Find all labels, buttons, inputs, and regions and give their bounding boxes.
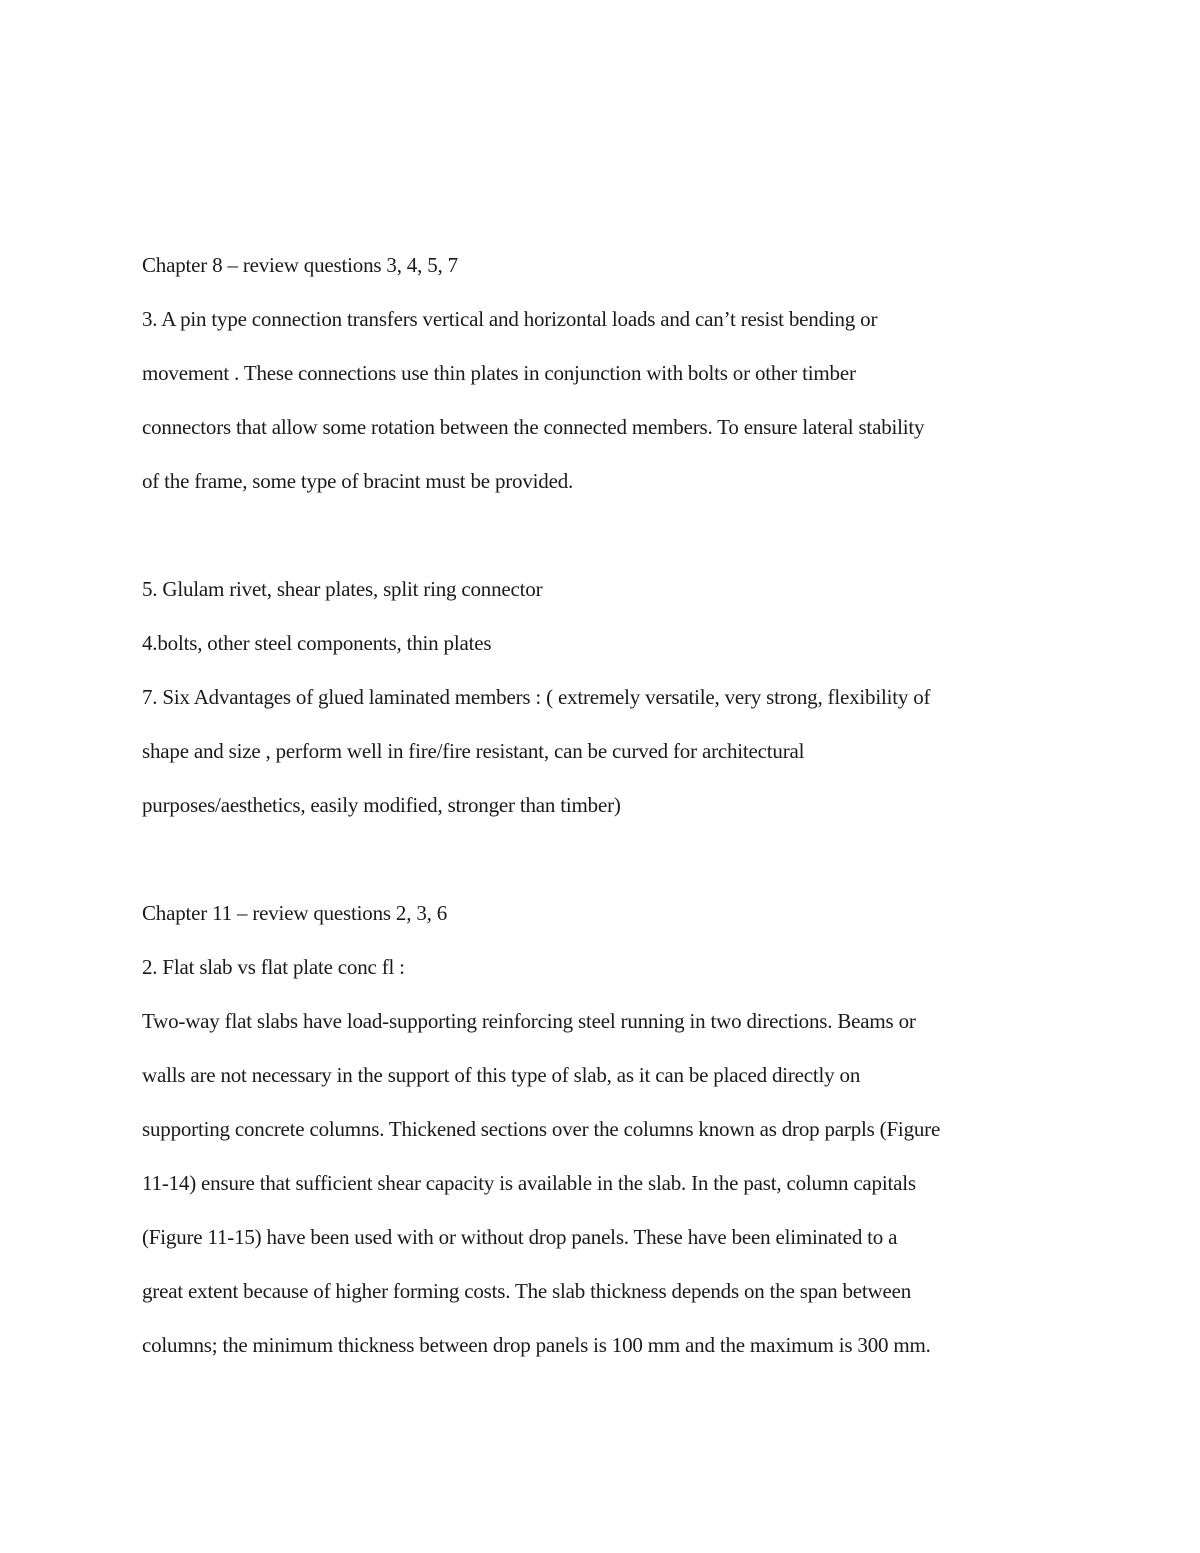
answer-2-line-1: Two-way flat slabs have load-supporting reinforcing steel running in two directions. Beams or <box>142 1009 916 1033</box>
answer-5: 5. Glulam rivet, shear plates, split ring connector <box>142 577 543 601</box>
chapter-8-heading: Chapter 8 – review questions 3, 4, 5, 7 <box>142 253 458 277</box>
answer-2-line-6: great extent because of higher forming costs. The slab thickness depends on the span between <box>142 1279 912 1303</box>
answer-4: 4.bolts, other steel components, thin plates <box>142 631 492 655</box>
answer-2-line-4: 11-14) ensure that sufficient shear capacity is available in the slab. In the past, column capitals <box>142 1171 916 1195</box>
answer-2-line-2: walls are not necessary in the support of this type of slab, as it can be placed directly on <box>142 1063 861 1087</box>
answer-3-line-1: 3. A pin type connection transfers vertical and horizontal loads and can’t resist bending or <box>142 307 878 331</box>
answer-2-title: 2. Flat slab vs flat plate conc fl : <box>142 955 405 979</box>
answer-7-line-2: shape and size , perform well in fire/fire resistant, can be curved for architectural <box>142 739 805 763</box>
chapter-11-heading: Chapter 11 – review questions 2, 3, 6 <box>142 901 448 925</box>
answer-7-line-1: 7. Six Advantages of glued laminated members : ( extremely versatile, very strong, flexibility of <box>142 685 931 709</box>
answer-7-line-3: purposes/aesthetics, easily modified, stronger than timber) <box>142 793 621 817</box>
answer-3-line-4: of the frame, some type of bracint must be provided. <box>142 469 574 493</box>
answer-2-line-7: columns; the minimum thickness between drop panels is 100 mm and the maximum is 300 mm. <box>142 1333 931 1357</box>
answer-2-line-5: (Figure 11-15) have been used with or without drop panels. These have been eliminated to a <box>142 1225 898 1249</box>
answer-2-line-3: supporting concrete columns. Thickened sections over the columns known as drop parpls (Figure <box>142 1117 941 1141</box>
answer-3-line-3: connectors that allow some rotation between the connected members. To ensure lateral stability <box>142 415 925 439</box>
answer-3-line-2: movement . These connections use thin plates in conjunction with bolts or other timber <box>142 361 856 385</box>
